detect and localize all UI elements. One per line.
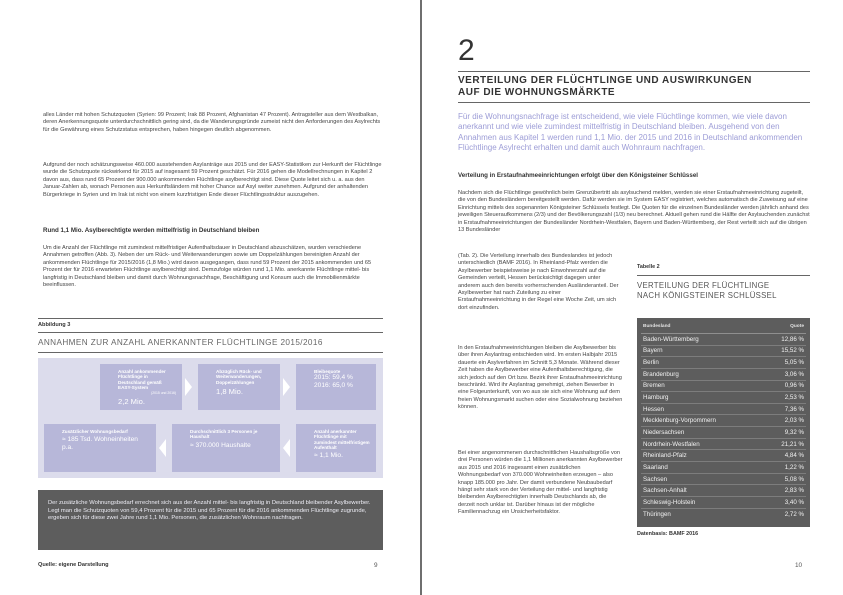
divider bbox=[458, 102, 810, 103]
table-row bbox=[641, 509, 806, 521]
table-cell-land: Brandenburg bbox=[643, 370, 679, 378]
table-row bbox=[641, 439, 806, 451]
table-cell-quote: 2,83 % bbox=[784, 487, 804, 495]
intro-paragraph: alles Länder mit hohen Schutzquoten (Syrien: 99 Prozent; Irak 88 Prozent, Afghanistan 47 Prozent). Antragsteller aus dem Westbalkan, deren Anerkennungsquote unterdurchschnittlich gering sind, da die Wanderungsgründe zumeist nicht den Anforderungen des Asylrechts für die Gewährung eines Schutzstatus entsprechen, haben hingegen deutlich abgenommen. bbox=[43, 112, 381, 133]
table-header-cell: Quote bbox=[790, 324, 804, 329]
table-cell-quote: 2,72 % bbox=[784, 510, 804, 518]
left-page bbox=[0, 0, 421, 595]
table-header-row bbox=[641, 320, 806, 334]
table-cell-quote: 2,03 % bbox=[784, 417, 804, 425]
page-number: 10 bbox=[795, 562, 803, 569]
diagram-box-value: 2016: 65,0 % bbox=[314, 382, 353, 390]
table-cell-quote: 7,36 % bbox=[784, 405, 804, 413]
table-cell-land: Thüringen bbox=[643, 510, 671, 518]
table-cell-land: Rheinland-Pfalz bbox=[643, 452, 687, 460]
diagram-box-value: ≈ 1,1 Mio. bbox=[314, 451, 343, 459]
table-cell-quote: 3,06 % bbox=[784, 370, 804, 378]
diagram-box-value: ≈ 185 Tsd. Wohneinheiten p.a. bbox=[62, 436, 138, 452]
section-heading-verteilung: Verteilung in Erstaufnahmeeinrichtungen erfolgt über den Königsteiner Schlüssel bbox=[458, 172, 698, 179]
diagram-box-note: (2015 und 2016) bbox=[151, 390, 176, 395]
divider bbox=[458, 71, 810, 72]
diagram-box-anerkannte bbox=[296, 424, 376, 472]
lead-text: Für die Wohnungsnachfrage ist entscheidend, wie viele Flüchtlinge kommen, wie viele davon anerkannt und wie viele zumindest mittelfristig in Deutschland bleiben. Ausgehend von den Annahmen aus Kapitel 1 werden rund 1,1 Mio. der 2015 und 2016 in Deutschland ankommenden Flüchtlinge Asylrecht erhalten und damit auch Wohnraum nachfragen. bbox=[458, 112, 803, 153]
table-cell-land: Schleswig-Holstein bbox=[643, 498, 696, 506]
table-cell-quote: 15,52 % bbox=[781, 347, 804, 355]
table-cell-quote: 4,84 % bbox=[784, 452, 804, 460]
figure-title: ANNAHMEN ZUR ANZAHL ANERKANNTER FLÜCHTLINGE 2015/2016 bbox=[38, 338, 323, 347]
diagram-box-abzueglich bbox=[198, 364, 280, 410]
paragraph-bundesland: (Tab. 2). Die Verteilung innerhalb des Bundeslandes ist jedoch unterschiedlich (BAMF 2016). In Rheinland-Pfalz werden die Asylbewerber beispielsweise je nach Einwohnerzahl auf die Gemeinden verteilt, Hessen berücksichtigt dagegen unter anderem auch den bereits vorherrschenden Ausländeranteil. Der Asylbewerber hat nach Zuteilung zu einer Erstaufnahmeeinrichtung in der Regel eine Woche Zeit, um sich dort einzufinden. bbox=[458, 253, 619, 311]
paragraph-easy: Nachdem sich die Flüchtlinge gewöhnlich beim Grenzübertritt als asylsuchend melden, werden sie einer Erstaufnahmeeinrichtung zugeteilt, die von den Bundesländern bereitgestellt werden. Dafür werden sie im System EASY registriert, welches automatisch die Zuweisung auf eine Einrichtung mittels des sogenannten Königsteiner Schlüssels festlegt. Die Quoten für die einzelnen Bundesländer werden jährlich anhand des jeweiligen Steueraufkommens (2/3) und der Bevölkerungszahl (1/3) neu berechnet. Aktuell gehen rund die Hälfte der Asylsuchenden zunächst in Erstaufnahmeeinrichtungen der Bundesländer Nordrhein-Westfalen, Bayern und Baden-Württemberg, der Rest verteilt sich auf die übrigen 13 Bundesländer bbox=[458, 190, 810, 234]
diagram-box-value: 2015: 59,4 % bbox=[314, 374, 353, 382]
table-cell-land: Hamburg bbox=[643, 394, 669, 402]
table-row bbox=[641, 381, 806, 393]
diagram-box-title: Zusätzlicher Wohnungsbedarf bbox=[62, 429, 128, 434]
diagram-box-title: Bleibequote bbox=[314, 369, 341, 374]
page-number: 9 bbox=[374, 562, 378, 569]
paragraph-haushaltsgroesse: Bei einer angenommenen durchschnittlichen Haushaltsgröße von drei Personen würden die 1,1 Millionen anerkannten Asylbewerber aus 2015 und 2016 insgesamt einen zusätzlichen Wohnungsbedarf von 370.000 Wohneinheiten erzeugen – also knapp 185.000 pro Jahr. Der damit verbundene Neubaubedarf hängt sehr stark von der Verteilung der mittel- und langfristig bleibenden Asylberechtigten innerhalb Deutschlands ab, die derzeit noch unklar ist. Darüber hinaus ist der mögliche Familiennachzug ein Unsicherheitsfaktor. bbox=[458, 450, 623, 516]
table-cell-land: Saarland bbox=[643, 463, 668, 471]
table-row bbox=[641, 485, 806, 497]
table-cell-land: Sachsen-Anhalt bbox=[643, 487, 687, 495]
table-title bbox=[637, 281, 810, 300]
chapter-title bbox=[458, 75, 810, 99]
table-cell-land: Sachsen bbox=[643, 475, 668, 483]
arrow-right-icon bbox=[185, 378, 192, 396]
table-cell-land: Hessen bbox=[643, 405, 664, 413]
table-row bbox=[641, 369, 806, 381]
table-cell-quote: 9,32 % bbox=[784, 428, 804, 436]
arrow-left-icon bbox=[159, 439, 166, 457]
diagram-box-bleibequote bbox=[296, 364, 376, 410]
table-body bbox=[641, 334, 806, 520]
table-cell-land: Mecklenburg-Vorpommern bbox=[643, 417, 716, 425]
chapter-title-line: VERTEILUNG DER FLÜCHTLINGE UND AUSWIRKUNGEN bbox=[458, 75, 752, 86]
diagram-box-value: ≈ 370.000 Haushalte bbox=[190, 441, 251, 449]
table-row bbox=[641, 357, 806, 369]
table-cell-quote: 21,21 % bbox=[781, 440, 804, 448]
right-page bbox=[422, 0, 843, 595]
diagram-box-title: Anzahl ankommender Flüchtlinge in Deutschland gemäß EASY-System bbox=[118, 369, 166, 391]
table-title-line: NACH KÖNIGSTEINER SCHLÜSSEL bbox=[637, 290, 777, 300]
table-row bbox=[641, 404, 806, 416]
figure-label: Abbildung 3 bbox=[38, 322, 71, 328]
figure-source: Quelle: eigene Darstellung bbox=[38, 562, 109, 568]
table-cell-land: Baden-Württemberg bbox=[643, 335, 699, 343]
diagram-box-haushalte bbox=[172, 424, 280, 472]
table-row bbox=[641, 346, 806, 358]
table-row bbox=[641, 334, 806, 346]
table-row bbox=[641, 462, 806, 474]
table-cell-quote: 2,53 % bbox=[784, 394, 804, 402]
arrow-right-icon bbox=[283, 378, 290, 396]
table-cell-land: Nordrhein-Westfalen bbox=[643, 440, 700, 448]
divider bbox=[38, 318, 383, 319]
table-cell-land: Berlin bbox=[643, 359, 659, 367]
table-row bbox=[641, 427, 806, 439]
table-header-cell: Bundesland bbox=[643, 324, 671, 329]
divider bbox=[38, 352, 383, 353]
paragraph-erstaufnahme: In den Erstaufnahmeeinrichtungen bleiben die Asylbewerber bis über ihren Asylantrag entschieden wird. Im ersten Halbjahr 2015 dauerte ein Asylverfahren im Schnitt 5,3 Monate. Während dieser Zeit haben die Asylbewerber eine Aufenthaltsberechtigung, die sich jedoch auf den Ort bzw. Bezirk ihrer Erstaufnahmeeinrichtung beschränkt. Wird ihr Asylantrag genehmigt, ziehen Bewerber in eine Folgeunterkunft, von wo aus sie sich eine Wohnung auf dem freien Wohnungsmarkt suchen oder eine Sozialwohnung beziehen können. bbox=[458, 345, 623, 411]
paragraph-annahmen: Um die Anzahl der Flüchtlinge mit zumindest mittelfristiger Aufenthaltsdauer in Deutschland abzuschätzen, wurden verschiedene Annahmen getroffen (Abb. 3). Neben der um Rück- und Weiterwanderungen sowie um Doppelzählungen bereinigten Anzahl der ankommenden Flüchtlinge für 2015/2016 (1,8 Mio.) wird davon ausgegangen, dass rund 59 Prozent der 2015 ankommenden und 65 Prozent der für 2016 erwarteten Flüchtlinge asylberechtigt sind. Demzufolge würden rund 1,1 Mio. anerkannte Flüchtlinge mittel- bis langfristig in Deutschland bleiben und damit durch Wohnungsnachfrage, Beschäftigung und Konsum auch die Immobilienmärkte beeinflussen. bbox=[43, 245, 372, 289]
table-source: Datenbasis: BAMF 2016 bbox=[637, 531, 699, 537]
table-cell-quote: 5,08 % bbox=[784, 475, 804, 483]
chapter-title-line: AUF DIE WOHNUNGSMÄRKTE bbox=[458, 87, 616, 98]
table-cell-quote: 5,05 % bbox=[784, 359, 804, 367]
distribution-table bbox=[637, 318, 810, 527]
diagram-box-value: 1,8 Mio. bbox=[216, 387, 244, 397]
table-row bbox=[641, 392, 806, 404]
divider bbox=[637, 275, 810, 276]
table-cell-land: Niedersachsen bbox=[643, 428, 685, 436]
diagram-box-title: Durchschnittlich 3 Personen je Haushalt bbox=[190, 429, 258, 440]
divider bbox=[38, 332, 383, 333]
summary-box: Der zusätzliche Wohnungsbedarf errechnet sich aus der Anzahl mittel- bis langfristig in Deutschland bleibender Asylbewerber. Legt man die Schutzquoten von 59,4 Prozent für die 2015 und 65 Prozent für die 2016 ankommenden Flüchtlinge zugrunde, ergeben sich für diese zwei Jahre rund 1,1 Mio. Personen, die zusätzlichen Wohnraum nachfragen. bbox=[38, 490, 383, 550]
section-heading-asylberechtigte: Rund 1,1 Mio. Asylberechtigte werden mittelfristig in Deutschland bleiben bbox=[43, 227, 260, 234]
diagram-box-wohnungsbedarf bbox=[44, 424, 156, 472]
diagram-box-ankommende bbox=[100, 364, 182, 410]
table-cell-quote: 3,40 % bbox=[784, 498, 804, 506]
table-cell-quote: 0,96 % bbox=[784, 382, 804, 390]
arrow-left-icon bbox=[283, 439, 290, 457]
paragraph-schutzquote: Aufgrund der noch schätzungsweise 460.000 ausstehenden Asylanträge aus 2015 und der EASY-Statistiken zur Herkunft der Flüchtlinge wurde die Schutzquote rückwirkend für 2015 auf insgesamt 59 Prozent geschätzt. Für 2016 gehen die Modellrechnungen in Kapitel 2 davon aus, dass rund 65 Prozent der 900.000 ankommenden Flüchtlinge asylberechtigt sind. Diese Quote leitet sich u. a. aus den Januar-Zahlen ab, wonach Personen aus Herkunftsländern mit hoher Chance auf Asyl weiter zunehmen. Aufgrund der anhaltenden Bürgerkriege in Syrien und im Irak ist nicht von einem kurzfristigen Ende dieser Flüchtlingsstruktur auszugehen. bbox=[43, 162, 382, 198]
table-row bbox=[641, 474, 806, 486]
table-cell-quote: 1,22 % bbox=[784, 463, 804, 471]
table-row bbox=[641, 415, 806, 427]
diagram-box-title: Abzüglich Rück- und Weiterwanderungen, Doppelzählungen bbox=[216, 369, 262, 385]
table-row bbox=[641, 497, 806, 509]
table-label: Tabelle 2 bbox=[637, 264, 660, 270]
table-cell-land: Bayern bbox=[643, 347, 663, 355]
table-cell-land: Bremen bbox=[643, 382, 665, 390]
table-row bbox=[641, 450, 806, 462]
diagram-box-value: 2,2 Mio. bbox=[118, 396, 146, 406]
chapter-number: 2 bbox=[458, 34, 475, 67]
assumptions-diagram bbox=[38, 358, 383, 478]
table-title-line: VERTEILUNG DER FLÜCHTLINGE bbox=[637, 281, 770, 290]
table-cell-quote: 12,86 % bbox=[781, 335, 804, 343]
diagram-box-title: Anzahl anerkannter Flüchtlinge mit zumindest mittelfristigem Aufenthalt bbox=[314, 429, 370, 451]
